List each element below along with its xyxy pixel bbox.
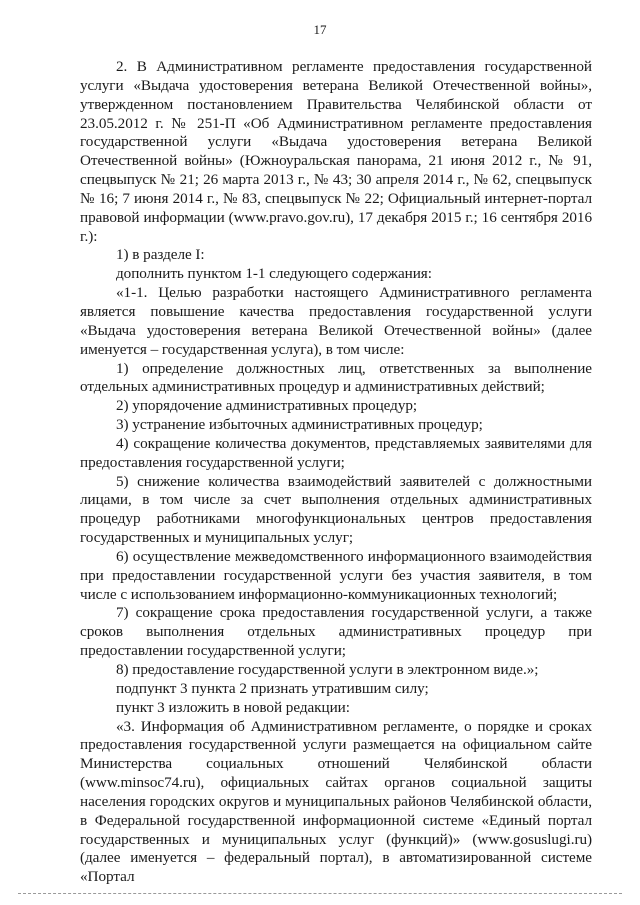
list-item-1: 1) определение должностных лиц, ответственных за выполнение отдельных административных процедур и административных действий;	[80, 359, 592, 396]
list-item-5: 5) снижение количества взаимодействий заявителей с должностными лицами, в том числе за счет выполнения отдельных административных процедур работниками многофункциональных центров предоставления государственных и муниципальных услуг;	[80, 472, 592, 547]
paragraph-amendment-intro: 2. В Административном регламенте предоставления государственной услуги «Выдача удостоверения ветерана Великой Отечественной войны», утвержденном постановлением Правительства Челябинской области от 23.05.2012 г. № 251-П «Об Административном регламенте предоставления государственной услуги «Выдача удостоверения ветерана Великой Отечественной войны» (Южноуральская панорама, 21 июня 2012 г., № 91, спецвыпуск № 21; 26 марта 2013 г., № 43; 30 апреля 2014 г., № 62, спецвыпуск № 16; 7 июня 2014 г., № 83, спецвыпуск № 22; Официальный интернет-портал правовой информации (www.pravo.gov.ru), 17 декабря 2015 г.; 16 сентября 2016 г.):	[80, 58, 592, 245]
paragraph-add-clause: дополнить пунктом 1-1 следующего содержания:	[116, 265, 432, 283]
list-item-4: 4) сокращение количества документов, представляемых заявителями для предоставления государственной услуги;	[80, 434, 592, 471]
page-bottom-edge	[18, 893, 622, 894]
list-item-8: 8) предоставление государственной услуги в электронном виде.»;	[116, 661, 539, 678]
paragraph-subclause-repeal: подпункт 3 пункта 2 признать утратившим силу;	[116, 679, 429, 697]
list-item-6: 6) осуществление межведомственного информационного взаимодействия при предоставлении государственной услуги без участия заявителя, в том числе с использованием информационно-коммуникационных технологий;	[80, 547, 592, 603]
page-number: 17	[313, 22, 327, 37]
paragraph-clause-3-text: «3. Информация об Административном регламенте, о порядке и сроках предоставления государственной услуги размещается на официальном сайте Министерства социальных отношений Челябинской области (www.minsoc74.ru), официальных сайтах органов социальной защиты населения городских округов и муниципальных районов Челябинской области, в Федеральной государственной информационной системе «Единый портал государственных и муниципальных услуг (функций)» (www.gosuslugi.ru) (далее именуется – федеральный портал), в автоматизированной системе «Портал	[80, 717, 592, 886]
list-item-2: 2) упорядочение административных процедур;	[116, 397, 418, 415]
paragraph-clause-3-new: пункт 3 изложить в новой редакции:	[116, 698, 350, 716]
list-item-7: 7) сокращение срока предоставления государственной услуги, а также сроков выполнения отдельных административных процедур при предоставлении государственной услуги;	[80, 604, 592, 660]
list-item-3: 3) устранение избыточных административных процедур;	[116, 416, 483, 434]
document-body	[80, 58, 592, 887]
paragraph-section-1: 1) в разделе I:	[116, 246, 205, 264]
paragraph-clause-1-1: «1-1. Целью разработки настоящего Административного регламента является повышение качества предоставления государственной услуги «Выдача удостоверения ветерана Великой Отечественной войны» (далее именуется – государственная услуга), в том числе:	[80, 284, 592, 358]
